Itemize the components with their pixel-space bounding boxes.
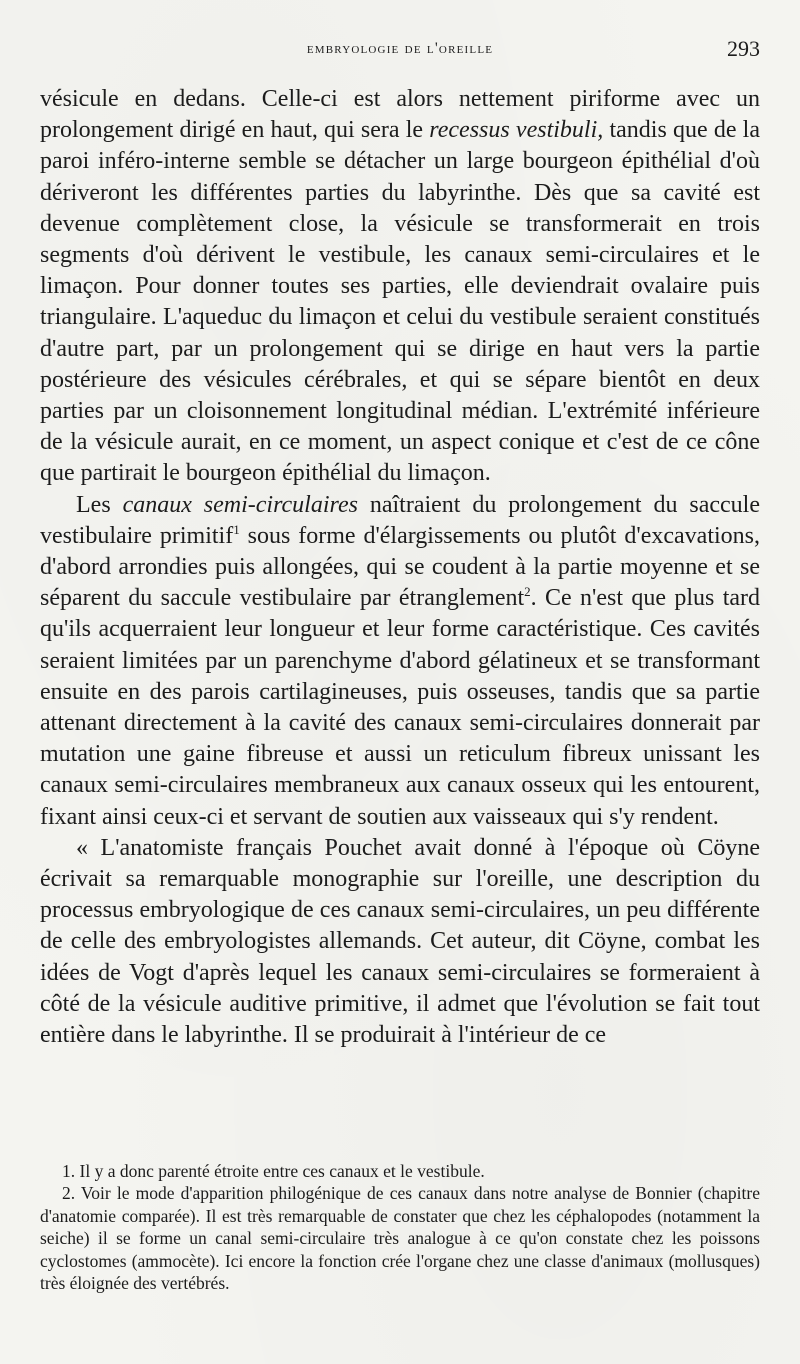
footnotes: [40, 1160, 760, 1294]
running-title: embryologie de l'oreille: [306, 40, 494, 57]
paragraph-2-c: . Ce n'est que plus tard qu'ils acquerraient leur longueur et leur forme caractéristique. Ces cavités seraient limitées par un parenchyme d'abord gélatineux et se transformant ensuite en des parois cartilagineuses, puis osseuses, tandis que sa partie attenant directement à la cavité des canaux semi-circulaires donnerait par mutation une gaine fibreuse et aussi un reticulum fibreux unissant les canaux semi-circulaires membraneux aux canaux osseux qui les entourent, fixant ainsi ceux-ci et servant de soutien aux vaisseaux qui s'y rendent.: [40, 585, 761, 830]
paragraph-1-cont: tandis que de la paroi inféro-interne semble se détacher un large bourgeon épithélial d'où dériveront les différentes parties du labyrinthe. Dès que sa cavité est devenue complètement close, la vésicule se transformerait en trois segments d'où dérivent le vestibule, les canaux semi-circulaires et le limaçon. Pour donner toutes ses parties, elle deviendrait ovalaire puis triangulaire. L'aqueduc du limaçon et celui du vestibule seraient constitués d'autre part, par un prolongement qui se dirige en haut vers la partie postérieure des vésicules cérébrales, et qui se sépare bientôt en deux parties par un cloisonnement longitudinal médian. L'extrémité inférieure de la vésicule aurait, en ce moment, un aspect conique et c'est de ce cône que partirait le bourgeon épithélial du limaçon.: [40, 117, 761, 487]
footnote-2: 2. Voir le mode d'apparition philogénique de ces canaux dans notre analyse de Bonnier (chapitre d'anatomie comparée). Il est très remarquable de constater que chez les céphalopodes (notamment la seiche) il se forme un canal semi-circulaire très analogue à ce qu'on constate chez les poissons cyclostomes (ammocète). Ici encore la fonction crée l'organe chez une classe d'animaux (mollusques) très éloignée des vertébrés.: [40, 1183, 760, 1294]
footnote-1: 1. Il y a donc parenté étroite entre ces canaux et le vestibule.: [62, 1161, 485, 1181]
paragraph-2-start: Les: [76, 491, 123, 518]
footnote-ref-1: 1: [233, 521, 240, 537]
body-text: [40, 84, 760, 1051]
footnote-ref-2: 2: [524, 584, 531, 600]
paragraph-1: [40, 84, 760, 490]
paragraph-2-a: naîtraient du prolongement du saccule vestibulaire primitif: [40, 491, 760, 549]
paragraph-2-b: sous forme d'élargissements ou plutôt d'excavations, d'abord arrondies puis allongées, qui se coudent à la partie moyenne et se séparent du saccule vestibulaire par étranglement: [40, 522, 760, 612]
paragraph-1-italic: recessus vestibuli,: [429, 117, 604, 144]
paragraph-3: « L'anatomiste français Pouchet avait donné à l'époque où Cöyne écrivait sa remarquable monographie sur l'oreille, une description du processus embryologique de ces canaux semi-circulaires, un peu différente de celle des embryologistes allemands. Cet auteur, dit Cöyne, combat les idées de Vogt d'après lequel les canaux semi-circulaires se formeraient à côté de la vésicule auditive primitive, il admet que l'évolution se fait tout entière dans le labyrinthe. Il se produirait à l'intérieur de ce: [40, 834, 760, 1049]
paragraph-2-italic: canaux semi-circulaires: [122, 491, 358, 518]
paragraph-2: [40, 490, 760, 833]
paragraph-1-text: vésicule en dedans. Celle-ci est alors nettement piriforme avec un prolongement dirigé en haut, qui sera le: [40, 86, 760, 144]
running-head: [40, 36, 760, 64]
page-number: 293: [727, 36, 760, 61]
